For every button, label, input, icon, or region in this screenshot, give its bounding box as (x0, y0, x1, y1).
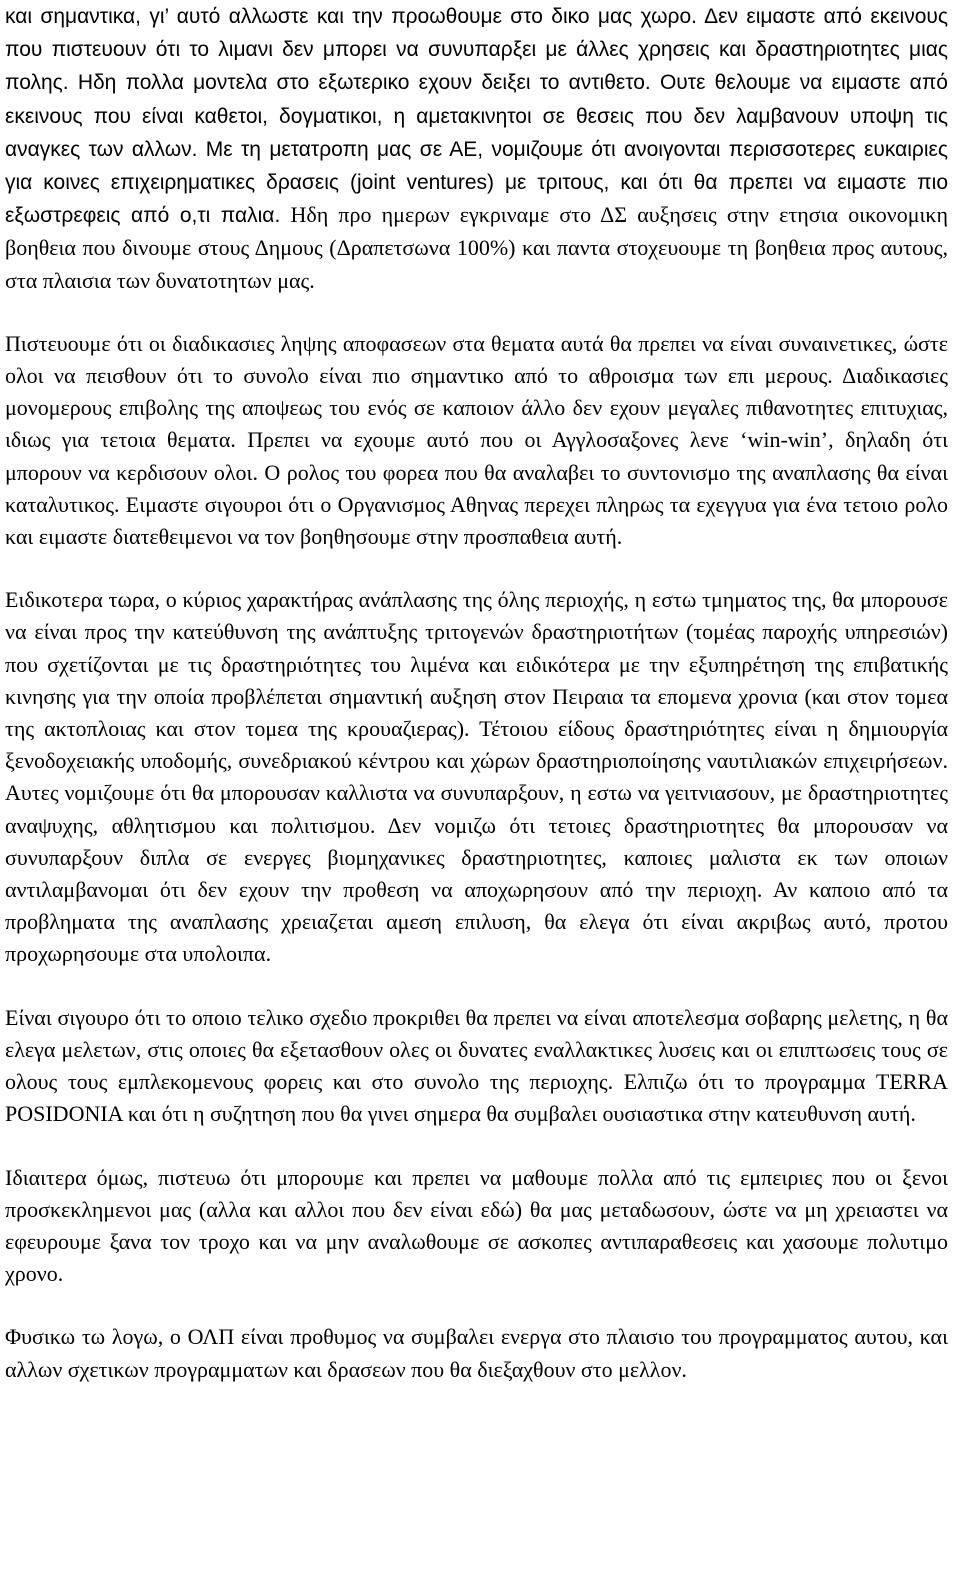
paragraph-spacer (5, 1131, 948, 1162)
paragraph-1 (5, 0, 948, 297)
paragraph-6-text: Φυσικω τω λογω, ο ΟΛΠ είναι προθυμος να συμβαλει ενεργα στο πλαισιο του προγραμματος αυτου, και αλλων σχετικων προγραμματων και δρασεων που θα διεξαχθουν στο μελλον. (5, 1324, 948, 1382)
paragraph-5-text: Ιδιαιτερα όμως, πιστευω ότι μπορουμε και πρεπει να μαθουμε πολλα από τις εμπειριες που οι ξενοι προσκεκλημενοι μας (αλλα και αλλοι που δεν είναι εδώ) θα μας μεταδωσουν, ώστε να μη χρειαστει να εφευρουμε ξανα τον τροχο και να μην αναλωθουμε σε ασκοπες αντιπαραθεσεις και χασουμε πολυτιμο χρονο. (5, 1164, 948, 1287)
document-page (5, 0, 948, 1386)
paragraph-2-text: Πιστευουμε ότι οι διαδικασιες ληψης αποφασεων στα θεματα αυτά θα πρεπει να είναι συναινετικες, ώστε ολοι να πεισθουν ότι το συνολο είναι πιο σημαντικο από το αθροισμα των επι μερους. Διαδικασιες μονομερους επιβολης της αποψεως του ενός σε καποιον άλλο δεν εχουν μεγαλες πιθανοτητες επιτυχιας, ιδιως για τετοια θεματα. Πρεπει να εχουμε αυτό που οι Αγγλοσαξονες λενε ‘win-win’, δηλαδη ότι μπορουν να κερδισουν ολοι. Ο ρολος του φορεα που θα αναλαβει το συντονισμο της αναπλασης θα είναι καταλυτικος. Ειμαστε σιγουροι ότι ο Οργανισμος Αθηνας περεχει πληρως τα εχεγγυα για ένα τετοιο ρολο και ειμαστε διατεθειμενοι να τον βοηθησουμε στην προσπαθεια αυτή. (5, 330, 948, 550)
paragraph-spacer (5, 1290, 948, 1321)
paragraph-2 (5, 328, 948, 553)
paragraph-1-segment-1: και σημαντικα, γι’ αυτό αλλωστε και την προωθουμε στο δικο μας χωρο. Δεν ειμαστε από εκεινους που πιστευουν ότι το λιμανι δεν μπορει να συνυπαρξει με άλλες χρησεις και δραστηριοτητες μιας πολης. Ηδη πολλα μοντελα στο εξωτερικο εχουν δειξει το αντιθετο. Ουτε θελουμε να ειμαστε από εκεινους που είναι καθετοι, δογματικοι, η αμετακινητοι σε θεσεις που δεν λαμβανουν υποψη τις αναγκες των αλλων. Με τη μετατροπη μας σε ΑΕ, νομιζουμε ότι ανοιγονται περισσοτερες ευκαιριες για κοινες επιχειρηματικες δρασεις (joint ventures) με τριτους, και ότι θα πρεπει να ειμαστε πιο εξωστρεφεις από ο,τι παλια. (5, 5, 948, 228)
paragraph-5 (5, 1162, 948, 1291)
paragraph-4 (5, 1002, 948, 1131)
paragraph-4-text: Είναι σιγουρο ότι το οποιο τελικο σχεδιο προκριθει θα πρεπει να είναι αποτελεσμα σοβαρης μελετης, η θα ελεγα μελετων, στις οποιες θα εξετασθουν ολες οι δυνατες εναλλακτικες λυσεις και οι επιπτωσεις τους σε ολους τους εμπλεκομενους φορεις και στο συνολο της περιοχης. Ελπιζω ότι το προγραμμα TERRA POSIDONIA και ότι η συζητηση που θα γινει σημερα θα συμβαλει ουσιαστικα στην κατευθυνση αυτή. (5, 1004, 948, 1127)
paragraph-spacer (5, 971, 948, 1002)
paragraph-1-segment-2: Ηδη προ ημερων εγκριναμε στο ΔΣ αυξησεις στην ετησια οικονομικη βοηθεια που δινουμε στους Δημους (Δραπετσωνα 100%) και παντα στοχευουμε τη βοηθεια προς αυτους, στα πλαισια των δυνατοτητων μας. (5, 202, 949, 293)
paragraph-spacer (5, 553, 948, 584)
paragraph-3-text: Ειδικοτερα τωρα, ο κύριος χαρακτήρας ανάπλασης της όλης περιοχής, η εστω τμηματος της, θα μπορουσε να είναι προς την κατεύθυνση της ανάπτυξης τριτογενών δραστηριοτήτων (τομέας παροχής υπηρεσιών) που σχετίζονται με τις δραστηριότητες του λιμένα και ειδικότερα με την εξυπηρέτηση της επιβατικής κινησης για την οποία προβλέπεται σημαντική αυξηση στον Πειραια τα επομενα χρονια (και στον τομεα της ακτοπλοιας και στον τομεα της κρουαζιερας). Τέτοιου είδους δραστηριότητες είναι η δημιουργία ξενοδοχειακής υποδομής, συνεδριακού κέντρου και χώρων δραστηριοποίησης ναυτιλιακών επιχειρήσεων. Αυτες νομιζουμε ότι θα μπορουσαν καλλιστα να συνυπαρξουν, η εστω να γειτνιασουν, με δραστηριοτητες αναψυχης, αθλητισμου και πολιτισμου. Δεν νομιζω ότι τετοιες δραστηριοτητες θα μπορουσαν να συνυπαρξουν διπλα σε ενεργες βιομηχανικες δραστηριοτητες, καποιες μαλιστα εκ των οποιων αντιλαμβανομαι ότι δεν εχουν την προθεση να αποχωρησουν από την περιοχη. Αν καποιο από τα προβληματα της αναπλασης χρειαζεται αμεση επιλυση, θα ελεγα ότι είναι ακριβως αυτό, προτου προχωρησουμε στα υπολοιπα. (5, 587, 948, 967)
paragraph-spacer (5, 297, 948, 328)
paragraph-6 (5, 1321, 948, 1385)
paragraph-3 (5, 584, 948, 970)
